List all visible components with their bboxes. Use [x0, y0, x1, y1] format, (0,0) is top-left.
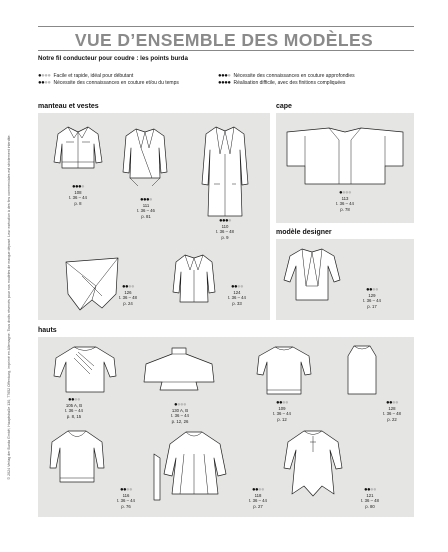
blouse-121-drawing	[280, 428, 346, 500]
model-card-118[interactable]	[238, 487, 278, 509]
model-number: 128	[388, 406, 396, 411]
model-page: p. 8	[74, 200, 82, 206]
model-page: p. 27	[253, 503, 263, 509]
model-number: 108	[74, 190, 82, 195]
title-rule	[38, 50, 414, 51]
legend-item-3: ●●●● Nécessite des connaissances en couture approfondies	[218, 73, 355, 79]
top-116-drawing	[48, 428, 106, 488]
model-number: 111	[142, 203, 150, 208]
section-heading-cape: cape	[276, 103, 292, 110]
page-title: VUE D’ENSEMBLE DES MODÈLES	[74, 30, 374, 50]
model-card-126[interactable]	[108, 284, 148, 306]
model-number: 118	[254, 493, 262, 498]
difficulty-dots-icon: ●●●●	[363, 487, 377, 493]
model-sizes: t. 36 – 44	[69, 195, 87, 201]
difficulty-dots-icon: ●●●●	[67, 397, 81, 403]
section-heading-designer: modèle designer	[276, 229, 332, 236]
model-page: p. 22	[387, 416, 397, 422]
model-sizes: t. 36 – 46	[137, 208, 155, 214]
top-105-drawing	[52, 344, 118, 396]
model-sizes: t. 36 – 44	[336, 201, 354, 207]
model-number: 124	[233, 290, 241, 295]
model-card-129[interactable]	[352, 287, 392, 309]
difficulty-dots-icon: ●●●●	[338, 190, 352, 196]
model-page: p. 12, 26	[171, 418, 189, 424]
copyright-side-text: © 2024 Verlag der Burda GmbH, Hauptstraße 130, 77652 Offenburg, imprimé en Allemagne. Tous droits réservés pour nos modèles de marque déposé. Leur exécution à des fins commerciales est strictement interdite.	[7, 134, 11, 480]
legend-item-4: ●●●● Réalisation difficile, avec des finitions compliquées	[218, 80, 346, 86]
jacket-124-drawing	[172, 252, 216, 306]
section-heading-manteau: manteau et vestes	[38, 103, 99, 110]
difficulty-dots-icon: ●●●●	[119, 487, 133, 493]
model-sizes: t. 36 – 48	[383, 411, 401, 417]
model-page: p. 80	[365, 503, 375, 509]
model-card-130[interactable]	[158, 402, 202, 424]
section-heading-hauts: hauts	[38, 327, 57, 334]
jacket-108-drawing	[52, 124, 104, 174]
model-card-121[interactable]	[350, 487, 390, 509]
rating-dots-icon: ●●●●	[38, 73, 51, 79]
model-sizes: t. 36 – 44	[171, 413, 189, 419]
model-sizes: t. 36 – 44	[249, 498, 267, 504]
rating-dots-icon: ●●●●	[218, 80, 231, 86]
model-number: 113	[341, 196, 349, 201]
model-number: 109	[278, 406, 286, 411]
difficulty-dots-icon: ●●●●	[365, 287, 379, 293]
model-card-110[interactable]	[205, 218, 245, 240]
blazer-111-drawing	[122, 126, 168, 192]
rating-dots-icon: ●●●●	[38, 80, 51, 86]
model-sizes: t. 36 – 48	[361, 498, 379, 504]
model-page: p. 8, 15	[66, 413, 82, 419]
model-sizes: t. 36 – 44	[228, 295, 246, 301]
difficulty-dots-icon: ●●●●	[385, 400, 399, 406]
model-card-113[interactable]	[325, 190, 365, 212]
model-number: 110	[221, 224, 229, 229]
difficulty-dots-icon: ●●●●	[275, 400, 289, 406]
model-page: p. 78	[340, 206, 350, 212]
difficulty-dots-icon: ●●●●	[173, 402, 187, 408]
model-page: p. 12	[277, 416, 287, 422]
top-rule	[38, 26, 414, 27]
model-sizes: t. 36 – 48	[119, 295, 137, 301]
model-page: p. 9	[221, 234, 229, 240]
model-sizes: t. 36 – 44	[65, 408, 83, 414]
model-sizes: t. 36 – 48	[216, 229, 234, 235]
model-card-105[interactable]	[54, 397, 94, 419]
model-sizes: t. 36 – 44	[117, 498, 135, 504]
legend-item-1: ●●●● Facile et rapide, idéal pour débutant	[38, 73, 134, 79]
model-number: 121	[366, 493, 374, 498]
top-128-drawing	[344, 344, 380, 396]
subtitle: Notre fil conducteur pour coudre : les points burda	[38, 55, 188, 62]
model-page: p. 17	[367, 303, 377, 309]
model-number: 105 A, B	[65, 403, 83, 408]
cape-113-drawing	[283, 126, 407, 186]
top-130-drawing	[142, 346, 216, 394]
difficulty-dots-icon: ●●●●	[139, 197, 153, 203]
model-number: 130 A, B	[171, 408, 189, 413]
legend-item-2: ●●●● Nécessite des connaissances en couture et/ou du temps	[38, 80, 179, 86]
model-card-108[interactable]	[58, 184, 98, 206]
model-card-109[interactable]	[262, 400, 302, 422]
difficulty-dots-icon: ●●●●	[71, 184, 85, 190]
designer-129-drawing	[282, 246, 342, 304]
model-page: p. 33	[232, 300, 242, 306]
model-page: p. 76	[121, 503, 131, 509]
blouse-118-drawing	[150, 424, 230, 504]
model-sizes: t. 36 – 44	[273, 411, 291, 417]
rating-dots-icon: ●●●●	[218, 73, 231, 79]
model-number: 116	[122, 493, 130, 498]
difficulty-dots-icon: ●●●●	[251, 487, 265, 493]
model-number: 126	[124, 290, 132, 295]
model-card-124[interactable]	[217, 284, 257, 306]
model-page: p. 81	[141, 213, 151, 219]
difficulty-dots-icon: ●●●●	[230, 284, 244, 290]
difficulty-dots-icon: ●●●●	[218, 218, 232, 224]
model-sizes: t. 36 – 44	[363, 298, 381, 304]
model-card-111[interactable]	[126, 197, 166, 219]
coat-110-drawing	[200, 124, 250, 220]
model-card-128[interactable]	[372, 400, 412, 422]
top-109-drawing	[255, 344, 313, 398]
difficulty-dots-icon: ●●●●	[121, 284, 135, 290]
model-page: p. 24	[123, 300, 133, 306]
model-card-116[interactable]	[106, 487, 146, 509]
model-number: 129	[368, 293, 376, 298]
